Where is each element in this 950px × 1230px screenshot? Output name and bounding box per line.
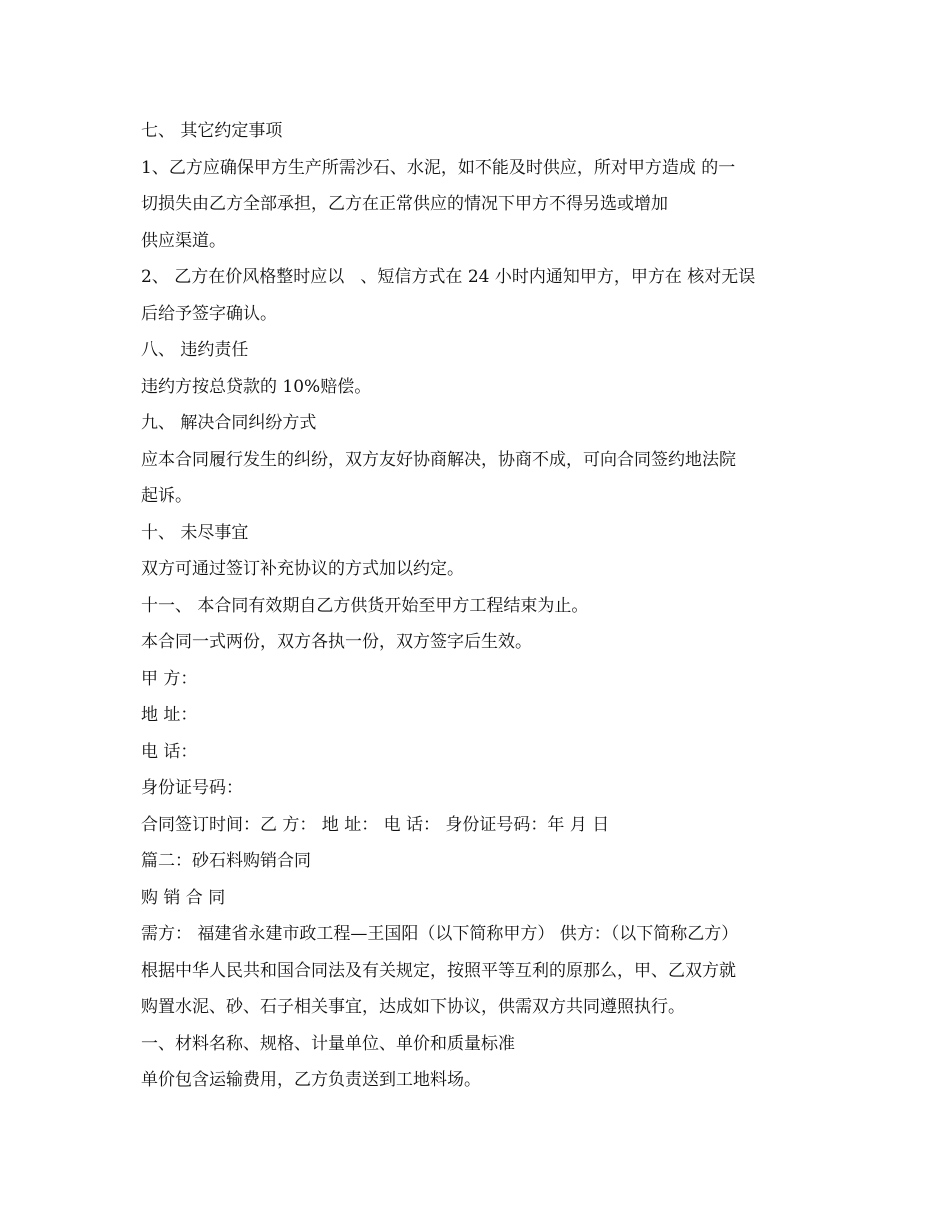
document-body bbox=[141, 113, 821, 1099]
signature-field-phone: 电 话： bbox=[141, 741, 198, 762]
paragraph-line: 应本合同履行发生的纠纷，双方友好协商解决，协商不成，可向合同签约地法院 bbox=[141, 449, 736, 470]
paragraph-line: 1、乙方应确保甲方生产所需沙石、水泥，如不能及时供应，所对甲方造成 的一 bbox=[141, 157, 736, 178]
section-heading-breach: 八、 违约责任 bbox=[141, 340, 249, 360]
signature-field-party-a: 甲 方： bbox=[141, 668, 198, 689]
paragraph-line: 购置水泥、砂、石子相关事宜，达成如下协议，供需双方共同遵照执行。 bbox=[141, 997, 685, 1017]
section-heading-materials: 一、材料名称、规格、计量单位、单价和质量标准 bbox=[141, 1033, 515, 1054]
paragraph-line: 起诉。 bbox=[141, 486, 192, 506]
paragraph-line: 本合同一式两份，双方各执一份，双方签字后生效。 bbox=[141, 632, 532, 652]
paragraph-line: 供应渠道。 bbox=[141, 230, 226, 251]
signature-field-id-number: 身份证号码： bbox=[141, 778, 243, 798]
paragraph-line: 后给予签字确认。 bbox=[141, 303, 277, 324]
paragraph-line: 切损失由乙方全部承担，乙方在正常供应的情况下甲方不得另选或增加 bbox=[141, 194, 668, 214]
section-heading-other-terms: 七、 其它约定事项 bbox=[141, 121, 283, 141]
paragraph-line: 需方： 福建省永建市政工程—王国阳（以下简称甲方） 供方：（以下简称乙方） bbox=[141, 924, 739, 944]
section-heading-validity: 十一、 本合同有效期自乙方供货开始至甲方工程结束为止。 bbox=[141, 595, 589, 616]
paragraph-line: 根据中华人民共和国合同法及有关规定，按照平等互利的原那么，甲、乙双方就 bbox=[141, 960, 736, 981]
paragraph-line: 单价包含运输费用，乙方负责送到工地料场。 bbox=[141, 1070, 481, 1090]
contract-title: 购 销 合 同 bbox=[141, 887, 226, 908]
signature-field-address: 地 址： bbox=[141, 705, 198, 725]
section-heading-unfinished: 十、 未尽事宜 bbox=[141, 522, 249, 543]
signature-field-party-b: 合同签订时间：乙 方： 地 址： 电 话： 身份证号码：年 月 日 bbox=[141, 814, 610, 835]
paragraph-line: 2、 乙方在价风格整时应以 、短信方式在 24 小时内通知甲方，甲方在 核对无误 bbox=[141, 267, 756, 287]
paragraph-line: 违约方按总贷款的 10%赔偿。 bbox=[141, 376, 372, 397]
chapter-title: 篇二：砂石料购销合同 bbox=[141, 851, 311, 871]
section-heading-dispute: 九、 解决合同纠纷方式 bbox=[141, 413, 317, 433]
paragraph-line: 双方可通过签订补充协议的方式加以约定。 bbox=[141, 559, 464, 579]
